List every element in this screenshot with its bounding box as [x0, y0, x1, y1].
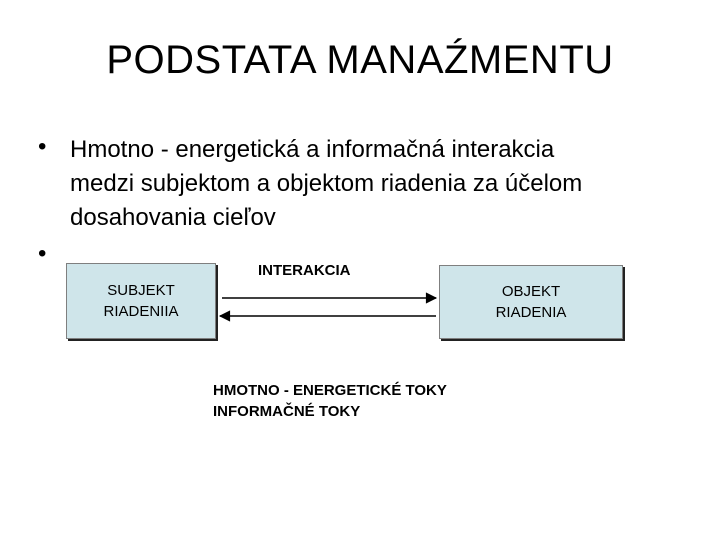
flow-legend	[213, 380, 447, 422]
object-box-line1: OBJEKT	[501, 283, 561, 300]
bullet-line-3: dosahovania cieľov	[70, 204, 276, 231]
interaction-label: INTERAKCIA	[258, 262, 351, 279]
bullet-line-1: Hmotno - energetická a informačná interakcia	[70, 136, 555, 163]
subject-box-line2: RIADENIIA	[103, 303, 179, 320]
bullet-marker: •	[38, 240, 47, 267]
subject-box-line1: SUBJEKT	[107, 282, 175, 299]
slide-title: PODSTATA MANAŹMENTU	[106, 38, 614, 82]
bullet-marker: •	[38, 133, 47, 160]
legend-energy-flows: HMOTNO - ENERGETICKÉ TOKY	[213, 382, 447, 399]
bullet-line-2: medzi subjektom a objektom riadenia za účelom	[70, 170, 583, 197]
legend-information-flows: INFORMAČNÉ TOKY	[213, 403, 361, 420]
object-box-line2: RIADENIA	[495, 304, 567, 321]
